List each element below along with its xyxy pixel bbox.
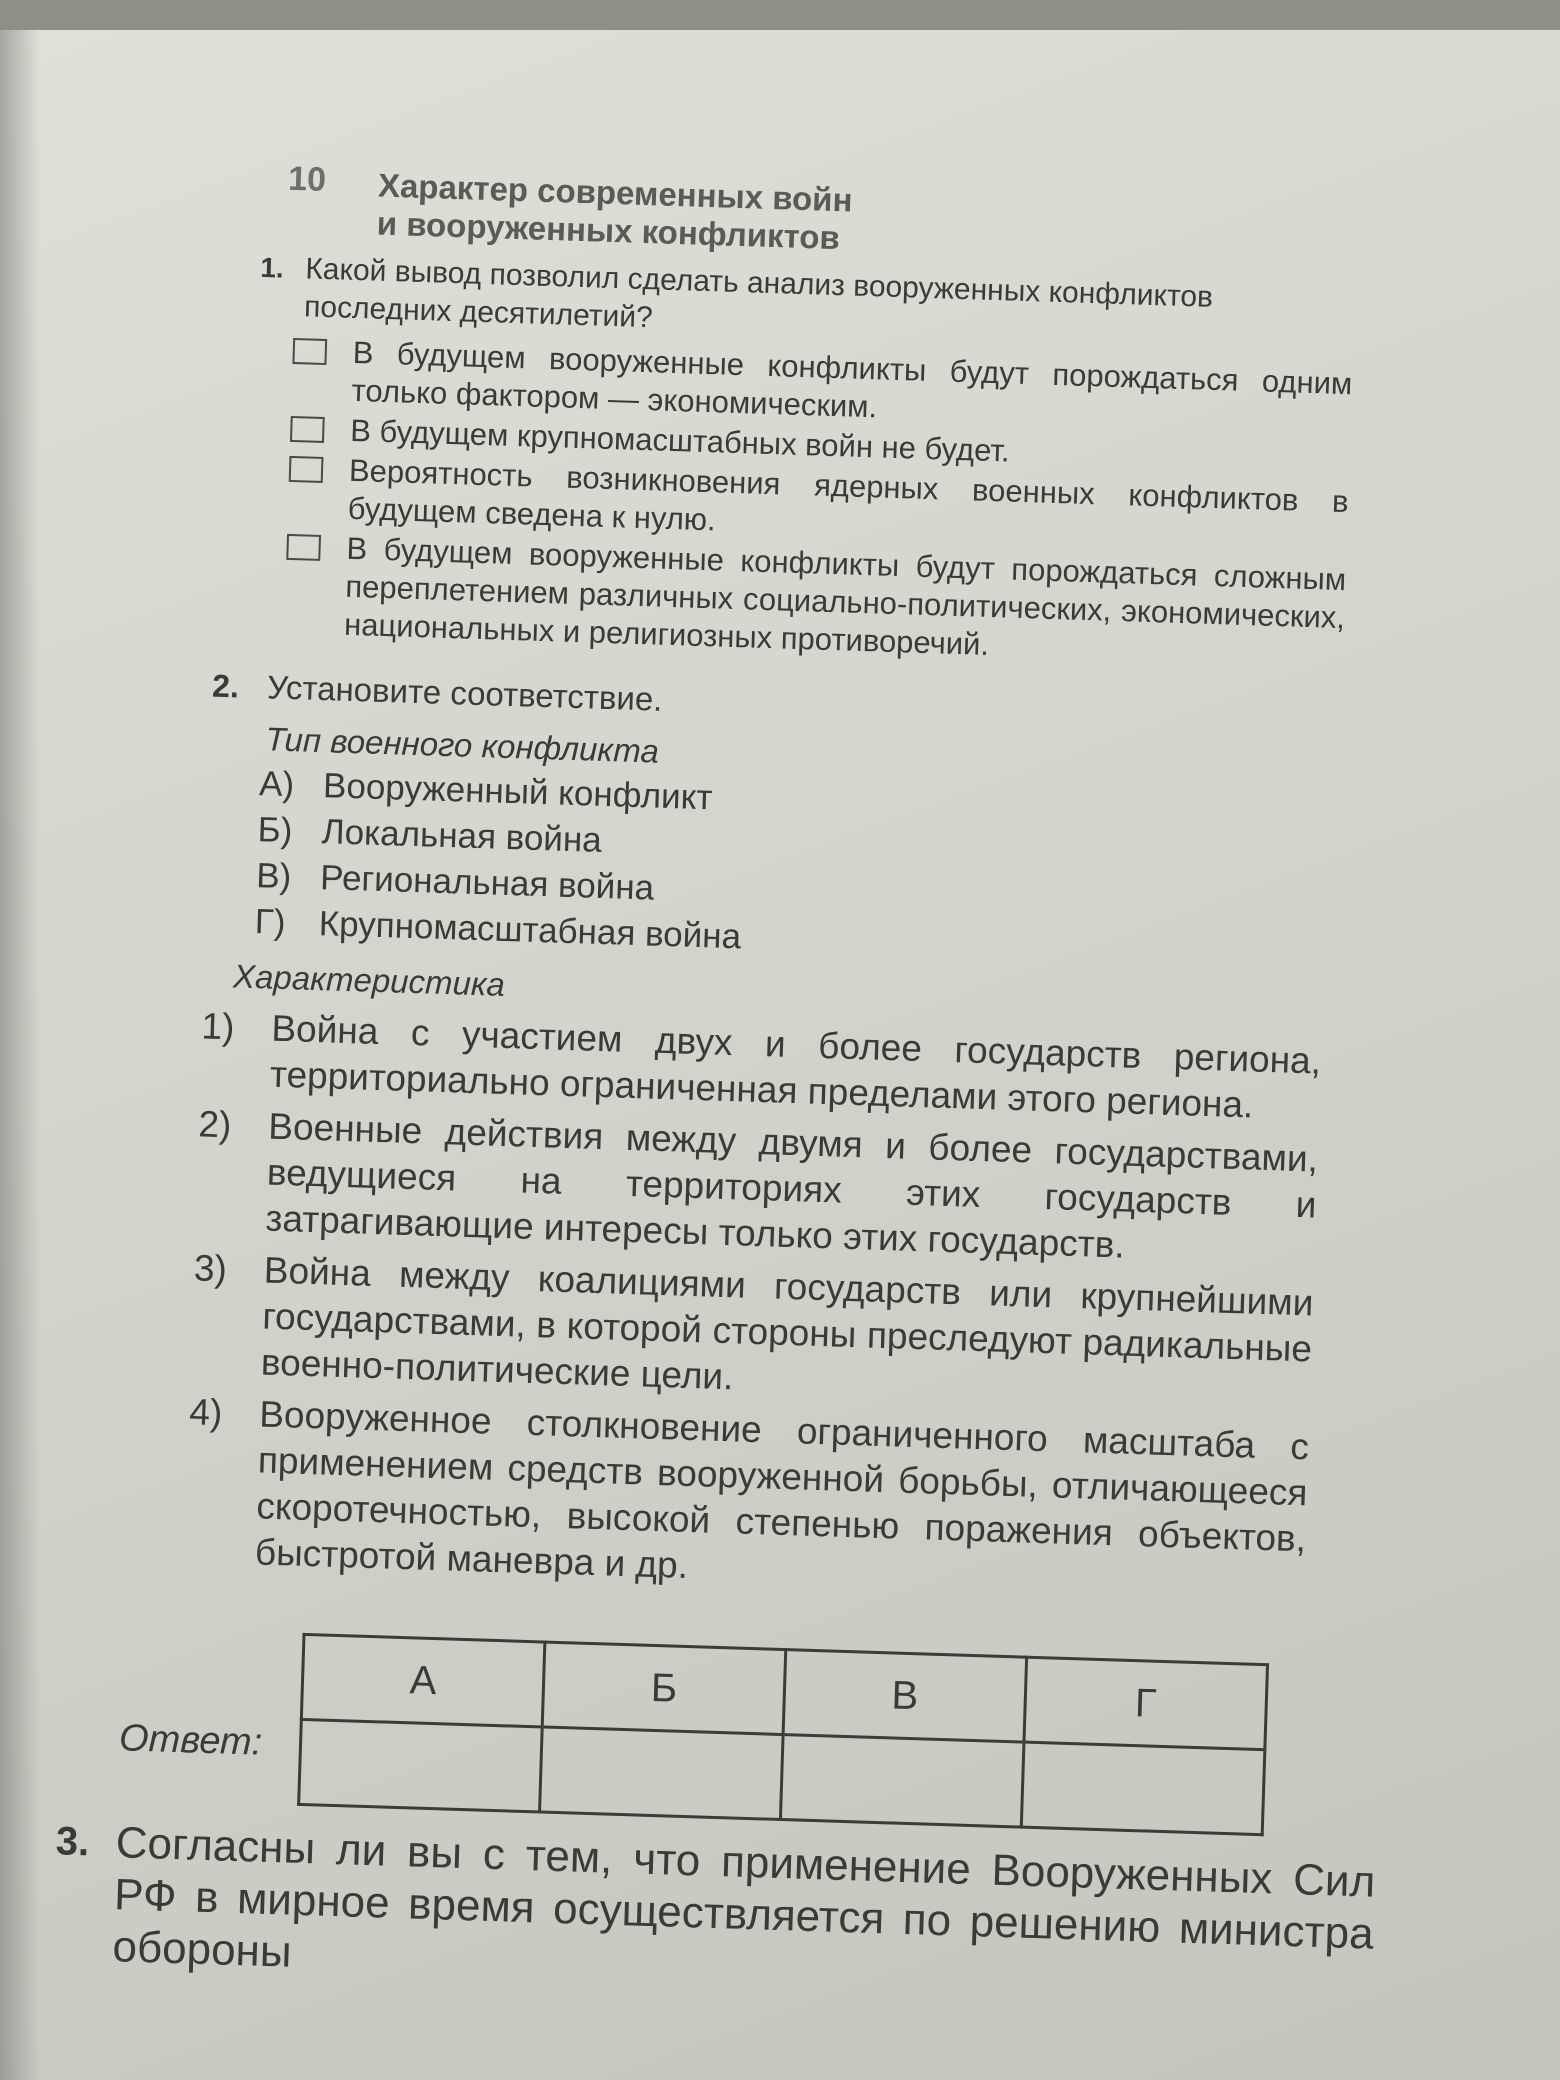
question-1-text: Какой вывод позволил сделать анализ вооруженных конфликтов последних десятилетий? xyxy=(303,252,1214,335)
answer-cell-g[interactable] xyxy=(1021,1742,1265,1835)
type-letter: А) xyxy=(258,764,295,805)
char-number: 3) xyxy=(193,1247,228,1290)
types-heading: Тип военного конфликта xyxy=(265,720,660,770)
option-2-label: В будущем крупномасштабных войн не будет. xyxy=(349,412,1011,469)
answer-cell-v[interactable] xyxy=(780,1735,1024,1828)
answer-header-v: В xyxy=(783,1650,1027,1743)
answer-header-b: Б xyxy=(542,1642,786,1735)
char-number: 1) xyxy=(200,1005,236,1048)
question-2-number: 2. xyxy=(211,667,240,705)
chars-heading: Характеристика xyxy=(232,957,506,1003)
answer-table xyxy=(297,1633,1269,1836)
answer-header-a: А xyxy=(301,1634,545,1727)
section-title xyxy=(376,167,853,258)
option-4-label: В будущем вооруженные конфликты будут порождаться сложным переплетением различных социально-политических, экономических, национальных и религиозных противоречий. xyxy=(343,530,1347,662)
list-item xyxy=(190,1245,1314,1418)
section-title-line1: Характер современных войн xyxy=(377,166,854,219)
section-header xyxy=(167,120,1470,271)
char-text: Война с участием двух и более государств региона, территориально ограниченная пределами этого региона. xyxy=(269,1007,1322,1126)
question-3-text: Согласны ли вы с тем, что применение Вооруженных Сил РФ в мирное время осуществляется по решению министра обороны xyxy=(111,1818,1377,1977)
char-text: Вооруженное столкновение ограниченного масштаба с применением средств вооруженной борьбы, отличающееся скоротечностью, высокой степенью поражения объектов, быстротой маневра и др. xyxy=(254,1393,1310,1586)
option-3-label: Вероятность возникновения ядерных военных конфликтов в будущем сведена к нулю. xyxy=(347,452,1350,538)
type-letter: Б) xyxy=(257,810,293,851)
type-label: Локальная война xyxy=(321,812,603,860)
answer-block xyxy=(117,1607,1422,1838)
type-label: Региональная война xyxy=(319,858,655,908)
answer-cell-a[interactable] xyxy=(299,1719,543,1812)
page-shadow xyxy=(0,30,40,2080)
question-1-number: 1. xyxy=(259,251,285,284)
list-item xyxy=(195,1101,1319,1274)
char-number: 4) xyxy=(188,1391,223,1434)
section-title-line2: и вооруженных конфликтов xyxy=(376,204,841,257)
answer-cell-b[interactable] xyxy=(540,1727,784,1820)
question-1 xyxy=(154,246,1466,679)
option-4-checkbox[interactable] xyxy=(286,534,321,561)
question-2-text: Установите соответствие. xyxy=(266,668,664,718)
question-3-number: 3. xyxy=(55,1819,90,1865)
option-3-checkbox[interactable] xyxy=(289,456,324,483)
char-number: 2) xyxy=(197,1103,233,1146)
answer-header-g: Г xyxy=(1024,1657,1268,1750)
type-label: Крупномасштабная война xyxy=(318,904,742,957)
type-letter: В) xyxy=(255,856,292,897)
textbook-page xyxy=(0,30,1560,2080)
characteristics-list xyxy=(184,1003,1321,1608)
option-1-checkbox[interactable] xyxy=(292,338,327,365)
char-text: Военные действия между двумя и более государствами, ведущиеся на территориях этих государств и затрагивающие интересы только этих государств. xyxy=(264,1105,1319,1266)
worksheet xyxy=(55,120,1470,2014)
type-label: Вооруженный конфликт xyxy=(322,766,714,818)
type-letter: Г) xyxy=(254,902,287,943)
option-2-checkbox[interactable] xyxy=(290,416,325,443)
conflict-types-list xyxy=(254,761,1449,982)
char-text: Война между коалициями государств или крупнейшими государствами, в которой стороны преследуют радикальные военно-политические цели. xyxy=(260,1249,1315,1398)
question-3 xyxy=(55,1817,1377,2013)
list-item xyxy=(184,1389,1309,1608)
question-1-options xyxy=(284,332,1353,675)
answer-label: Ответ: xyxy=(118,1717,263,1764)
option-1-label: В будущем вооруженные конфликты будут порождаться одним только фактором — экономическим. xyxy=(351,334,1353,425)
section-number: 10 xyxy=(287,159,327,199)
